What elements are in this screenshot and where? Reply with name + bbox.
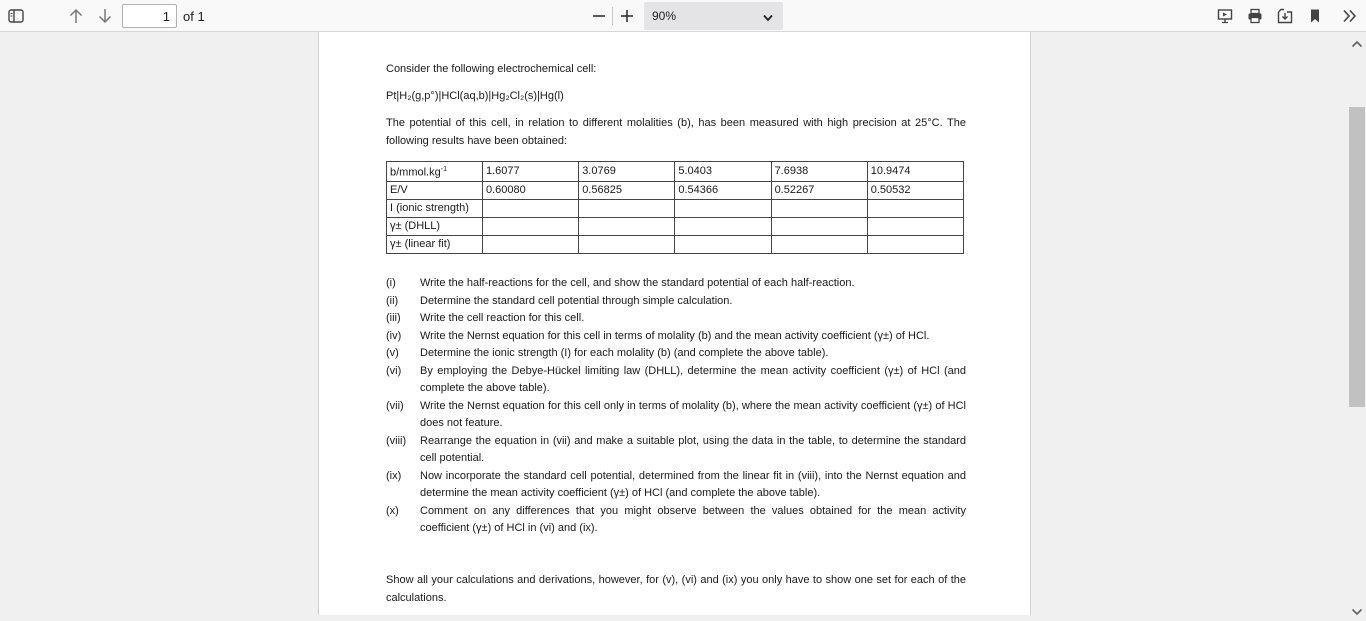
question-text: Write the Nernst equation for this cell in terms of molality (b) and the mean activity coefficient (γ±) of HCl. [420, 329, 930, 342]
table-cell [675, 235, 771, 253]
page-total-label: of 1 [183, 9, 205, 24]
question-number: (vii) [386, 399, 404, 412]
table-cell: 0.52267 [771, 181, 867, 199]
table-row [387, 181, 964, 199]
table-cell: 0.56825 [579, 181, 675, 199]
table-cell [771, 199, 867, 217]
table-row [387, 235, 964, 253]
question-number: (i) [386, 277, 396, 289]
table-cell [579, 199, 675, 217]
list-item [386, 468, 966, 503]
scroll-up-icon[interactable] [1351, 35, 1363, 53]
table-cell [579, 217, 675, 235]
plus-icon[interactable] [617, 6, 637, 26]
list-item [386, 345, 966, 363]
pdf-toolbar [0, 0, 1366, 32]
molality-header: b/mmol.kg [390, 166, 441, 179]
table-cell: 1.6077 [483, 162, 579, 182]
question-number: (vi) [386, 364, 402, 377]
table-header-cell: γ± (DHLL) [387, 217, 483, 235]
table-cell: 7.6938 [771, 162, 867, 182]
table-cell: 0.50532 [867, 181, 963, 199]
molality-unit-exponent: -1 [440, 166, 447, 173]
table-cell [675, 217, 771, 235]
table-cell [579, 235, 675, 253]
table-row [387, 162, 964, 182]
table-header-cell [387, 162, 483, 182]
presentation-icon[interactable] [1215, 6, 1235, 26]
question-text: Write the cell reaction for this cell. [420, 312, 585, 324]
toolbar-divider [612, 7, 613, 25]
question-list [386, 275, 966, 538]
scrollbar-thumb[interactable] [1349, 107, 1365, 407]
list-item [386, 433, 966, 468]
minus-icon[interactable] [589, 6, 609, 26]
intro-text: Consider the following electrochemical cell: [386, 63, 597, 75]
question-text: Write the half-reactions for the cell, and show the standard potential of each half-reaction. [420, 277, 855, 289]
question-number: (x) [386, 504, 399, 517]
table-cell: 10.9474 [867, 162, 963, 182]
arrow-down-icon[interactable] [95, 6, 115, 26]
question-number: (ii) [386, 294, 399, 307]
arrow-up-icon[interactable] [66, 6, 86, 26]
description-text: The potential of this cell, in relation to different molalities (b), has been measured with high precision at 25°C. The following results have been obtained: [386, 117, 966, 147]
table-cell [771, 235, 867, 253]
printer-icon[interactable] [1245, 6, 1265, 26]
list-item [386, 310, 966, 328]
question-text: By employing the Debye-Hückel limiting law (DHLL), determine the mean activity coefficient (γ±) of HCl (and complete the above table). [420, 364, 966, 394]
table-cell [771, 217, 867, 235]
question-number: (iv) [386, 329, 402, 342]
table-cell [483, 217, 579, 235]
results-table [386, 161, 964, 254]
table-cell: 5.0403 [675, 162, 771, 182]
list-item [386, 398, 966, 433]
table-header-cell: I (ionic strength) [387, 199, 483, 217]
table-cell [483, 199, 579, 217]
list-item [386, 293, 966, 311]
question-text: Determine the ionic strength (I) for each molality (b) (and complete the above table). [420, 347, 829, 359]
question-text: Write the Nernst equation for this cell only in terms of molality (b), where the mean activity coefficient (γ±) of HCl does not feature. [420, 399, 966, 429]
table-cell [483, 235, 579, 253]
table-cell [867, 235, 963, 253]
zoom-select[interactable] [644, 2, 783, 30]
table-row [387, 217, 964, 235]
question-text: Now incorporate the standard cell potential, determined from the linear fit in (viii), into the Nernst equation and determine the mean activity coefficient (γ±) of HCl (and complete the above table). [420, 469, 966, 499]
zoom-value: 90% [652, 9, 677, 23]
document-viewer[interactable] [0, 32, 1366, 615]
table-header-cell: E/V [387, 181, 483, 199]
question-text: Determine the standard cell potential through simple calculation. [420, 294, 733, 307]
question-text: Rearrange the equation in (vii) and make a suitable plot, using the data in the table, to determine the standard cell potential. [420, 434, 966, 464]
sidebar-toggle-icon[interactable] [6, 7, 26, 25]
page-number-input[interactable] [122, 4, 177, 28]
table-cell: 0.54366 [675, 181, 771, 199]
question-number: (ix) [386, 469, 402, 482]
double-chevron-right-icon[interactable] [1340, 6, 1360, 26]
cell-notation: Pt|H₂(g,p°)|HCl(aq,b)|Hg₂Cl₂(s)|Hg(l) [386, 90, 564, 102]
list-item [386, 503, 966, 538]
table-cell [867, 217, 963, 235]
chevron-down-icon [763, 11, 773, 25]
question-text: Comment on any differences that you might observe between the values obtained for the mean activity coefficient (γ±) of HCl in (vi) and (ix). [420, 504, 966, 534]
scroll-down-icon[interactable] [1351, 603, 1363, 621]
table-header-cell: γ± (linear fit) [387, 235, 483, 253]
list-item [386, 328, 966, 346]
bookmark-icon[interactable] [1305, 6, 1325, 26]
question-number: (v) [386, 347, 399, 359]
save-icon[interactable] [1275, 6, 1295, 26]
table-cell [675, 199, 771, 217]
table-cell [867, 199, 963, 217]
pdf-page [318, 32, 1031, 615]
table-cell: 3.0769 [579, 162, 675, 182]
question-number: (viii) [386, 434, 407, 447]
table-row [387, 199, 964, 217]
list-item [386, 275, 966, 293]
list-item [386, 363, 966, 398]
question-number: (iii) [386, 312, 401, 324]
closing-text: Show all your calculations and derivations, however, for (v), (vi) and (ix) you only have to show one set for each of the calculations. [386, 574, 966, 604]
table-cell: 0.60080 [483, 181, 579, 199]
